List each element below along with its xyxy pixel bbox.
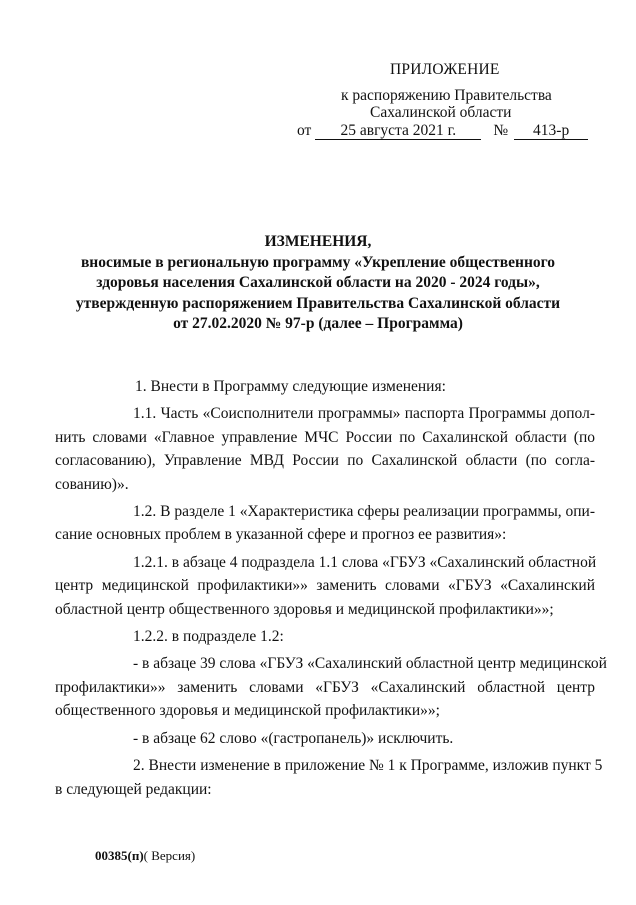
order-number: 413-р <box>514 122 588 140</box>
paragraph-abzac-62 <box>95 727 595 750</box>
heading-line-2: вносимые в региональную программу «Укрепление общественного <box>80 253 556 271</box>
text-line: 2. Внести изменение в приложение № 1 к Программе, изложив пункт 5 <box>133 757 603 775</box>
paragraph-1-2-2 <box>95 625 595 648</box>
text-line: нить словами «Главное управление МЧС России по Сахалинской области (по <box>55 428 595 446</box>
text-line: 1.2.2. в подразделе 1.2: <box>133 628 284 646</box>
text-line: профилактики»» заменить словами «ГБУЗ «Сахалинский областной центр <box>55 678 595 696</box>
document-code: 00385(п) <box>95 848 144 863</box>
text-line: 1.1. Часть «Соисполнители программы» паспорта Программы допол- <box>133 405 595 423</box>
appendix-title: ПРИЛОЖЕНИЕ <box>390 61 500 78</box>
document-version: ( Версия) <box>143 848 196 863</box>
number-label: № <box>493 122 509 139</box>
text-line: 1.2.1. в абзаце 4 подраздела 1.1 слова «ГБУЗ «Сахалинский областной <box>133 553 597 571</box>
text-line: областной центр общественного здоровья и медицинской профилактики»»; <box>55 600 554 618</box>
from-label: от <box>297 122 312 139</box>
heading-line-3: здоровья населения Сахалинской области на 2020 - 2024 годы», <box>96 274 540 291</box>
paragraph-1 <box>95 375 595 398</box>
text-line: сованию)». <box>55 475 129 493</box>
text-line: - в абзаце 62 слово «(гастропанель)» исключить. <box>133 729 454 747</box>
heading-line-4: утвержденную распоряжением Правительства Сахалинской области <box>75 294 561 312</box>
paragraph-1-2 <box>55 500 595 547</box>
paragraph-1-1 <box>55 402 595 496</box>
paragraph-abzac-39 <box>55 652 607 722</box>
text-line: - в абзаце 39 слова «ГБУЗ «Сахалинский областной центр медицинской <box>133 655 607 673</box>
paragraph-1-2-1 <box>55 551 597 621</box>
document-heading <box>40 232 596 335</box>
document-body <box>55 375 607 801</box>
text-line: сание основных проблем в указанной сфере и прогноз ее развития»: <box>55 526 507 544</box>
document-footer-code <box>95 848 195 864</box>
heading-line-1: ИЗМЕНЕНИЯ, <box>264 233 372 250</box>
appendix-line-1: к распоряжению Правительства <box>341 87 552 104</box>
heading-line-5: от 27.02.2020 № 97-р (далее – Программа) <box>173 315 463 332</box>
text-line: центр медицинской профилактики»» заменить словами «ГБУЗ «Сахалинский <box>55 577 595 595</box>
text-line: 1. Внести в Программу следующие изменения: <box>135 378 446 395</box>
text-line: в следующей редакции: <box>55 780 212 798</box>
text-line: согласованию), Управление МВД России по Сахалинской области (по согла- <box>55 452 595 470</box>
paragraph-2 <box>55 754 603 801</box>
order-date: 25 августа 2021 г. <box>315 122 481 140</box>
text-line: 1.2. В разделе 1 «Характеристика сферы реализации программы, опи- <box>133 503 595 521</box>
appendix-line-2: Сахалинской области <box>370 104 512 121</box>
text-line: общественного здоровья и медицинской профилактики»»; <box>55 702 440 720</box>
appendix-date-row <box>297 122 588 140</box>
